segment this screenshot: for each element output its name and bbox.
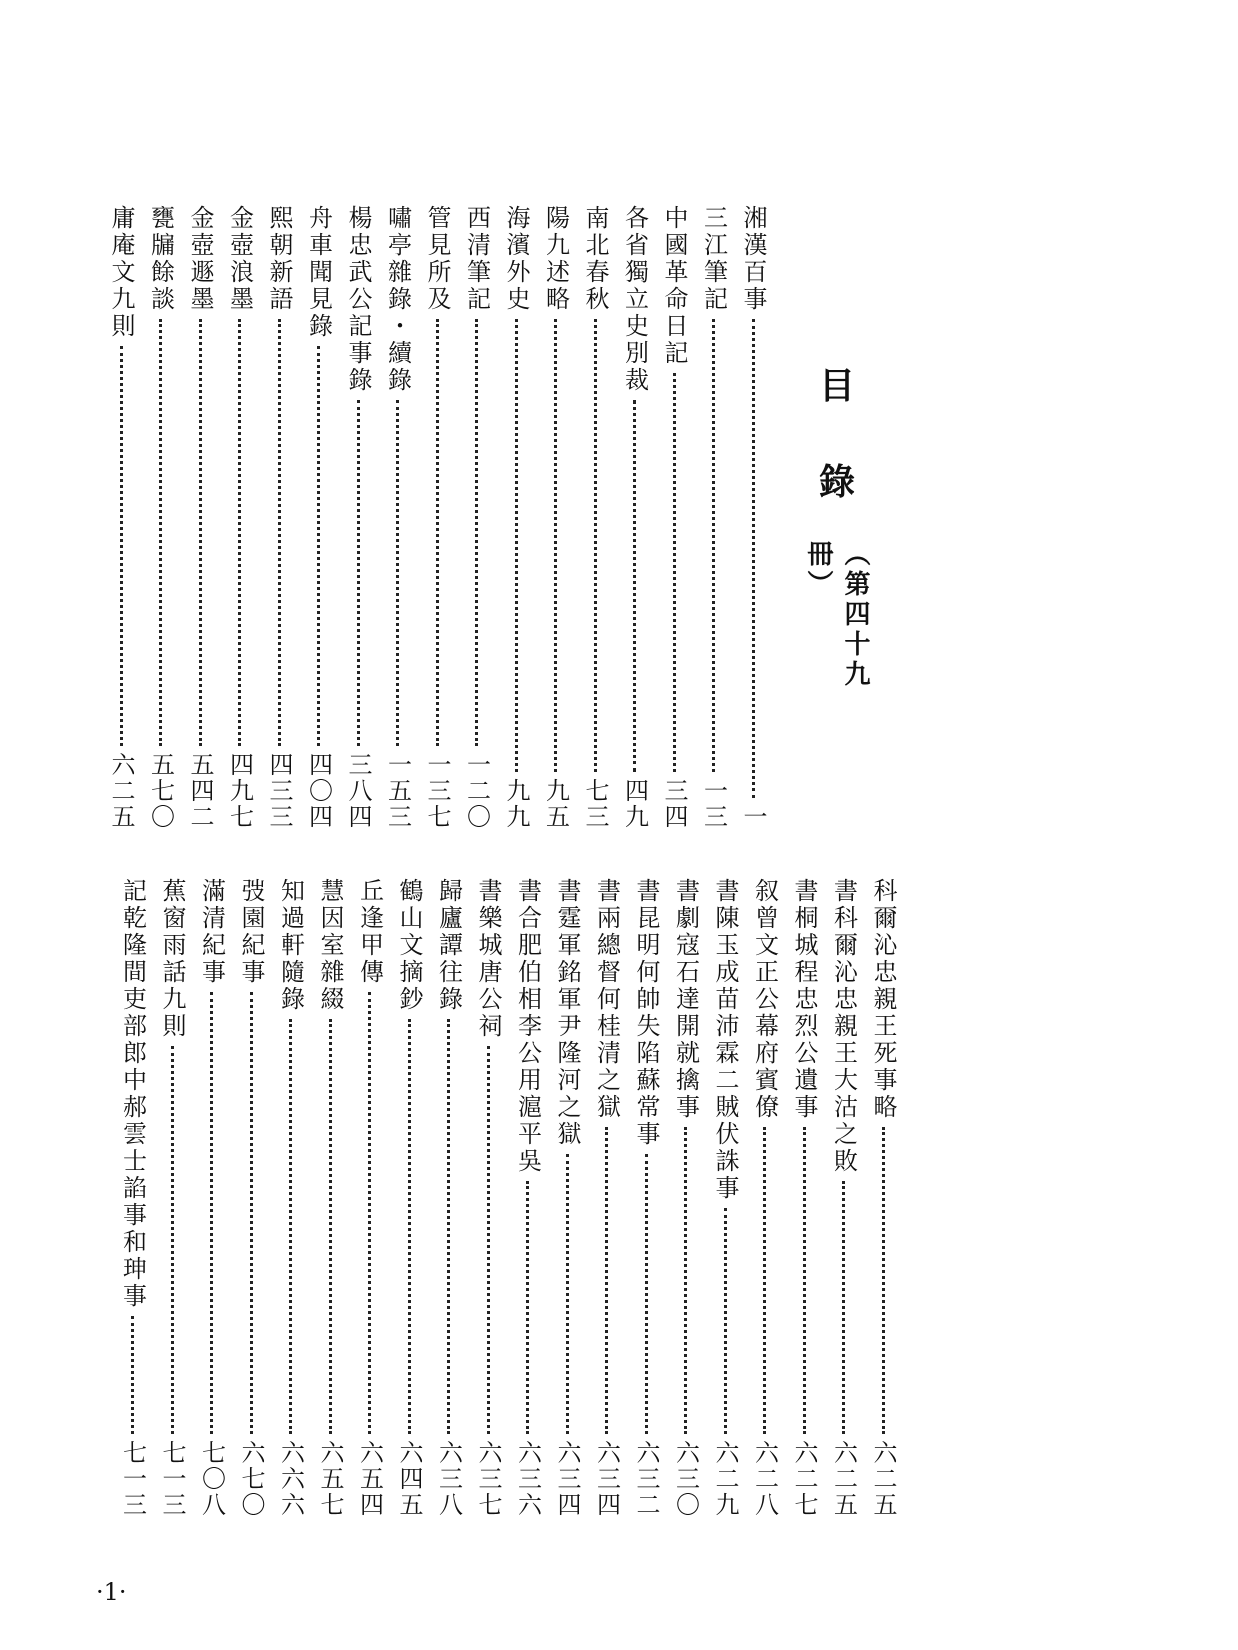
toc-entry[interactable] xyxy=(379,205,417,830)
toc-entry-page: 三四 xyxy=(660,778,688,830)
title-mu: 目 xyxy=(818,365,855,407)
toc-entry-title: 南北春秋 xyxy=(581,205,609,313)
toc-entry-title: 蕉窗雨話九則 xyxy=(158,878,186,1040)
page-number: ·1· xyxy=(96,1578,127,1606)
dot-leader xyxy=(210,992,213,1434)
toc-entry[interactable] xyxy=(469,878,507,1518)
toc-entry[interactable] xyxy=(193,878,231,1518)
toc-entry-page: 七一三 xyxy=(118,1440,147,1518)
dot-leader xyxy=(475,319,478,746)
toc-entry-title: 鶴山文摘鈔 xyxy=(395,878,423,1013)
toc-entry[interactable] xyxy=(102,205,140,830)
toc-entry[interactable] xyxy=(418,205,456,830)
toc-title-block xyxy=(803,365,870,708)
toc-upper-section xyxy=(92,205,772,830)
toc-entry-title: 書合肥伯相李公用滬平吳 xyxy=(513,878,542,1175)
toc-entry[interactable] xyxy=(300,205,338,830)
toc-entry[interactable] xyxy=(260,205,298,830)
toc-entry[interactable] xyxy=(232,878,270,1518)
toc-entry-title: 嘯亭雜錄・續錄 xyxy=(383,205,412,394)
toc-entry[interactable] xyxy=(667,878,705,1518)
toc-entry-page: 六二七 xyxy=(790,1440,818,1518)
toc-entry-title: 弢園紀事 xyxy=(237,878,265,986)
toc-entry-title: 丘逢甲傳 xyxy=(355,878,384,986)
dot-leader xyxy=(605,1127,608,1434)
toc-entry-title: 甕牖餘談 xyxy=(146,205,175,313)
toc-entry[interactable] xyxy=(537,205,575,830)
toc-entry-title: 書昆明何帥失陷蘇常事 xyxy=(632,878,660,1148)
title-lu: 錄 xyxy=(818,461,855,503)
toc-entry-page: 七一三 xyxy=(158,1440,186,1518)
toc-entry-page: 六七〇 xyxy=(237,1440,265,1518)
toc-entry[interactable] xyxy=(706,878,744,1518)
toc-entry-title: 歸廬譚往錄 xyxy=(434,878,463,1013)
toc-entry[interactable] xyxy=(142,205,180,830)
dot-leader xyxy=(199,319,202,746)
toc-entry-page: 九五 xyxy=(541,778,570,830)
toc-entry-title: 楊忠武公記事錄 xyxy=(344,205,372,394)
toc-entry-title: 書陳玉成苗沛霖二賊伏誅事 xyxy=(711,878,739,1202)
toc-entry-page: 一三 xyxy=(699,778,728,830)
toc-entry-title: 金壺遯墨 xyxy=(186,205,214,313)
dot-leader xyxy=(752,319,755,798)
toc-entry[interactable] xyxy=(616,205,654,830)
volume-label: （第四十九冊） xyxy=(803,540,870,690)
toc-entry-page: 一二〇 xyxy=(462,752,491,830)
dot-leader xyxy=(408,1019,411,1434)
dot-leader xyxy=(566,1154,569,1434)
toc-entry-title: 舟車聞見錄 xyxy=(304,205,333,340)
toc-entry[interactable] xyxy=(588,878,626,1518)
toc-entry-title: 三江筆記 xyxy=(699,205,728,313)
toc-entry-page: 六三六 xyxy=(513,1440,542,1518)
toc-entry-page: 一三七 xyxy=(423,752,451,830)
toc-entry-page: 四〇四 xyxy=(304,752,333,830)
toc-entry-page: 三八四 xyxy=(344,752,372,830)
dot-leader xyxy=(645,1154,648,1434)
toc-entry-page: 六二五 xyxy=(829,1440,858,1518)
dot-leader xyxy=(250,992,253,1434)
toc-entry[interactable] xyxy=(695,205,733,830)
toc-entry[interactable] xyxy=(351,878,389,1518)
dot-leader xyxy=(526,1181,529,1434)
toc-entry-page: 六五七 xyxy=(316,1440,344,1518)
toc-entry-page: 六四五 xyxy=(395,1440,423,1518)
toc-entry-title: 中國革命日記 xyxy=(660,205,688,367)
toc-entry[interactable] xyxy=(548,878,586,1518)
toc-entry-page: 六三二 xyxy=(632,1440,660,1518)
dot-leader xyxy=(594,319,597,772)
toc-entry-page: 九九 xyxy=(502,778,530,830)
toc-entry-title: 書科爾沁忠親王大沽之敗 xyxy=(829,878,858,1175)
toc-lower-section xyxy=(92,878,902,1518)
toc-entry[interactable] xyxy=(430,878,468,1518)
toc-entry-page: 七三 xyxy=(581,778,609,830)
toc-entry-title: 湘漢百事 xyxy=(739,205,767,313)
toc-entry-title: 各省獨立史別裁 xyxy=(620,205,649,394)
toc-entry-page: 五四二 xyxy=(186,752,214,830)
toc-entry-title: 慧因室雜綴 xyxy=(316,878,344,1013)
toc-entry-title: 熙朝新語 xyxy=(265,205,293,313)
toc-entry[interactable] xyxy=(825,878,863,1518)
dot-leader xyxy=(684,1127,687,1434)
toc-entry-title: 書桐城程忠烈公遺事 xyxy=(790,878,818,1121)
dot-leader xyxy=(763,1127,766,1434)
toc-entry[interactable] xyxy=(390,878,428,1518)
dot-leader xyxy=(131,1316,134,1434)
toc-entry[interactable] xyxy=(272,878,310,1518)
toc-entry-title: 書樂城唐公祠 xyxy=(474,878,502,1040)
dot-leader xyxy=(724,1208,727,1434)
toc-entry[interactable] xyxy=(785,878,823,1518)
dot-leader xyxy=(712,319,715,772)
toc-entry-page: 六二九 xyxy=(711,1440,739,1518)
toc-entry-title: 知過軒隨錄 xyxy=(276,878,305,1013)
toc-entry-page: 六二五 xyxy=(107,752,135,830)
dot-leader xyxy=(673,373,676,772)
toc-entry-title: 陽九述略 xyxy=(541,205,570,313)
toc-entry[interactable] xyxy=(153,878,191,1518)
toc-entry-page: 六三四 xyxy=(592,1440,621,1518)
dot-leader xyxy=(515,319,518,772)
toc-entry-page: 四三三 xyxy=(265,752,293,830)
toc-entry-page: 六三〇 xyxy=(671,1440,700,1518)
toc-entry-title: 管見所及 xyxy=(423,205,451,313)
dot-leader xyxy=(159,319,162,746)
toc-entry-title: 叙曾文正公幕府賓僚 xyxy=(750,878,779,1121)
toc-entry-title: 金壺浪墨 xyxy=(225,205,254,313)
toc-entry-page: 六三四 xyxy=(553,1440,581,1518)
toc-entry[interactable] xyxy=(509,878,547,1518)
dot-leader xyxy=(317,346,320,746)
dot-leader xyxy=(289,1019,292,1434)
dot-leader xyxy=(882,1127,885,1434)
toc-entry-title: 記乾隆間吏部郎中郝雲士諂事和珅事 xyxy=(118,878,147,1310)
toc-entry-title: 西清筆記 xyxy=(462,205,491,313)
toc-entry-page: 六五四 xyxy=(355,1440,384,1518)
dot-leader xyxy=(238,319,241,746)
toc-entry[interactable] xyxy=(114,878,152,1518)
dot-leader xyxy=(329,1019,332,1434)
toc-entry-page: 四九七 xyxy=(225,752,254,830)
toc-entry[interactable] xyxy=(181,205,219,830)
dot-leader xyxy=(554,319,557,772)
dot-leader xyxy=(368,992,371,1434)
toc-entry[interactable] xyxy=(576,205,614,830)
toc-entry-page: 五七〇 xyxy=(146,752,175,830)
toc-entry-title: 科爾沁忠親王死事略 xyxy=(869,878,897,1121)
toc-entry[interactable] xyxy=(655,205,693,830)
toc-entry-page: 一五三 xyxy=(383,752,412,830)
toc-entry-title: 海濱外史 xyxy=(502,205,530,313)
toc-entry[interactable] xyxy=(864,878,902,1518)
dot-leader xyxy=(357,400,360,746)
toc-entry-page: 四九 xyxy=(620,778,649,830)
toc-entry-title: 庸庵文九則 xyxy=(107,205,135,340)
toc-entry-title: 書劇寇石達開就擒事 xyxy=(671,878,700,1121)
toc-entry[interactable] xyxy=(746,878,784,1518)
toc-entry-page: 六三八 xyxy=(434,1440,463,1518)
toc-entry[interactable] xyxy=(339,205,377,830)
toc-entry[interactable] xyxy=(734,205,772,830)
toc-entry-page: 七〇八 xyxy=(197,1440,226,1518)
dot-leader xyxy=(171,1046,174,1434)
dot-leader xyxy=(447,1019,450,1434)
dot-leader xyxy=(436,319,439,746)
toc-entry-page: 六二五 xyxy=(869,1440,897,1518)
toc-entry[interactable] xyxy=(221,205,259,830)
toc-entry[interactable] xyxy=(458,205,496,830)
toc-entry-title: 滿清紀事 xyxy=(197,878,226,986)
toc-entry-title: 書兩總督何桂清之獄 xyxy=(592,878,621,1121)
toc-entry-page: 一 xyxy=(739,804,767,830)
toc-entry[interactable] xyxy=(311,878,349,1518)
dot-leader xyxy=(487,1046,490,1434)
dot-leader xyxy=(396,400,399,746)
toc-entry[interactable] xyxy=(627,878,665,1518)
dot-leader xyxy=(278,319,281,746)
toc-entry-page: 六六六 xyxy=(276,1440,305,1518)
dot-leader xyxy=(633,400,636,772)
dot-leader xyxy=(803,1127,806,1434)
dot-leader xyxy=(120,346,123,746)
toc-entry[interactable] xyxy=(497,205,535,830)
toc-entry-page: 六三七 xyxy=(474,1440,502,1518)
toc-entry-page: 六二八 xyxy=(750,1440,779,1518)
dot-leader xyxy=(842,1181,845,1434)
toc-entry-title: 書霆軍銘軍尹隆河之獄 xyxy=(553,878,581,1148)
